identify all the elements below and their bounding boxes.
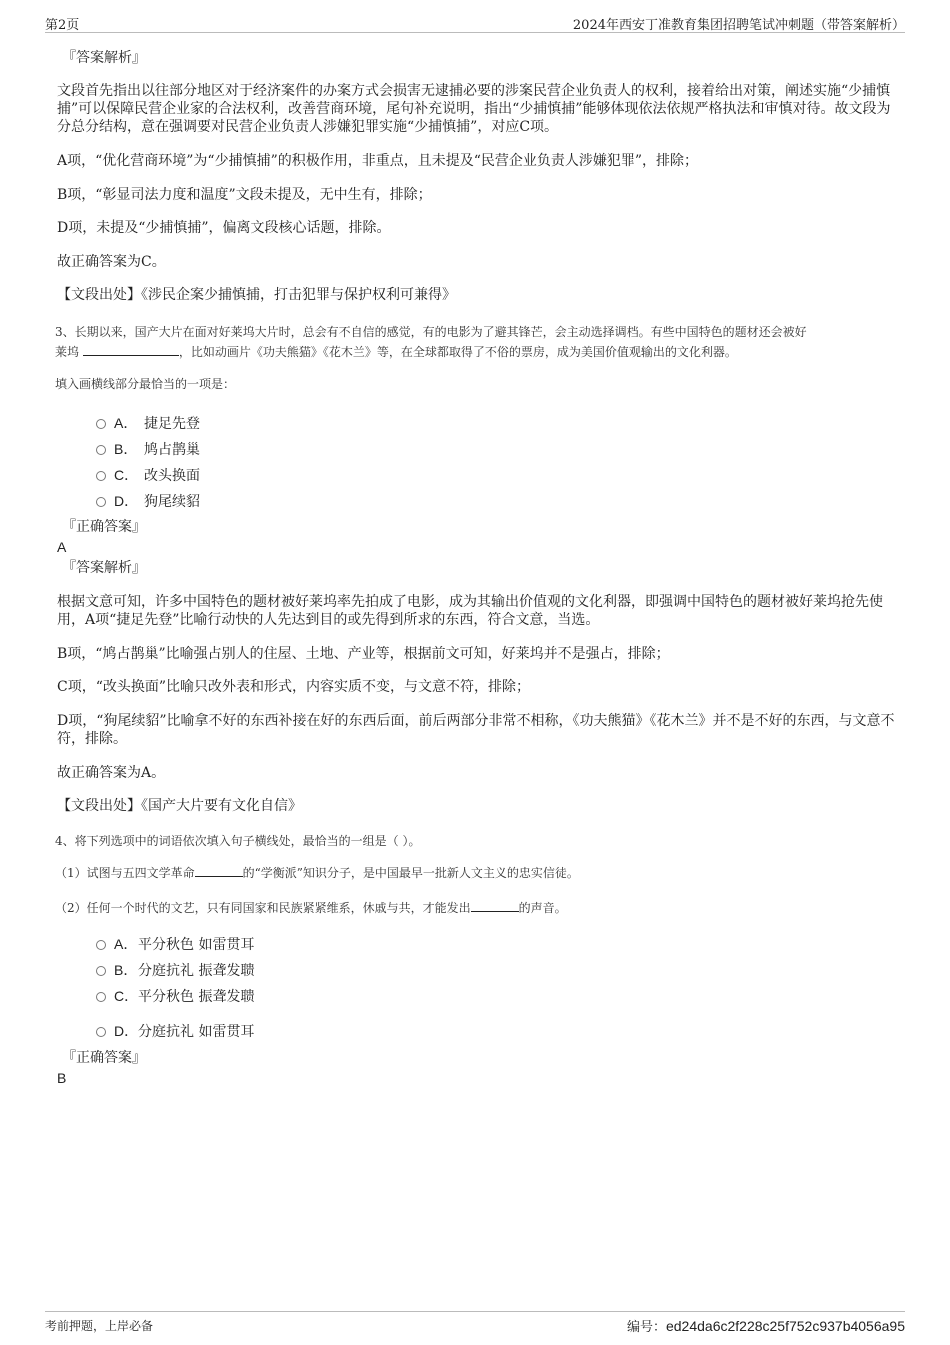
q3-source: 【文段出处】《国产大片要有文化自信》	[57, 798, 302, 814]
q3-option-d[interactable]: D． 狗尾续貂	[96, 491, 200, 511]
q3-analysis-option-c: C项，“改头换面”比喻只改外表和形式，内容实质不变，与文意不符，排除；	[57, 679, 531, 695]
q2-analysis-option-a: A项，“优化营商环境”为“少捕慎捕”的积极作用，非重点，且未提及“民营企业负责人涉嫌犯罪”，排除；	[57, 153, 699, 169]
q2-analysis-option-d: D项，未提及“少捕慎捕”，偏离文段核心话题，排除。	[57, 220, 391, 236]
radio-icon[interactable]	[96, 940, 106, 950]
radio-icon[interactable]	[96, 497, 106, 507]
q3-option-a[interactable]: A． 捷足先登	[96, 413, 200, 433]
radio-icon[interactable]	[96, 966, 106, 976]
q4-stem: 4、将下列选项中的词语依次填入句子横线处，最恰当的一组是（ ）。	[55, 834, 421, 848]
q3-stem-line1: 3、长期以来，国产大片在面对好莱坞大片时，总会有不自信的感觉，有的电影为了避其锋芒，会主动选择调档。有些中国特色的题材还会被好	[55, 325, 807, 339]
q3-stem	[55, 322, 905, 362]
q2-analysis-label: 『答案解析』	[62, 50, 146, 66]
q3-fill-blank	[83, 343, 179, 356]
document-title: 2024年西安丁准教育集团招聘笔试冲刺题（带答案解析）	[572, 18, 905, 33]
page-number: 第2页	[45, 18, 80, 33]
q2-analysis-option-b: B项，“彰显司法力度和温度”文段未提及，无中生有，排除；	[57, 187, 432, 203]
q4-answer: B	[57, 1070, 67, 1086]
q3-answer: A	[57, 539, 67, 555]
q4-fill-blank-1	[195, 864, 243, 877]
q4-option-b[interactable]: B．分庭抗礼 振聋发聩	[96, 960, 254, 980]
q3-analysis-option-b: B项，“鸠占鹊巢”比喻强占别人的住屋、土地、产业等，根据前文可知，好莱坞并不是强占，排除；	[57, 646, 670, 662]
q4-answer-label: 『正确答案』	[62, 1050, 146, 1066]
q3-conclusion: 故正确答案为A。	[57, 765, 166, 781]
q3-stem-text-2: ，比如动画片《功夫熊猫》《花木兰》等，在全球都取得了不俗的票房，成为美国价值观输出的文化利器。	[178, 345, 737, 359]
q3-analysis-paragraph: 根据文意可知，许多中国特色的题材被好莱坞率先拍成了电影，成为其输出价值观的文化利器，即强调中国特色的题材被好莱坞抢先使用，A项“捷足先登”比喻行动快的人先达到目的或先得到所求的东西，符合文意，当选。	[57, 594, 883, 628]
radio-icon[interactable]	[96, 992, 106, 1002]
q4-fill-blank-2	[471, 899, 519, 912]
q4-option-d[interactable]: D．分庭抗礼 如雷贯耳	[96, 1021, 254, 1041]
radio-icon[interactable]	[96, 445, 106, 455]
q4-option-c[interactable]: C．平分秋色 振聋发聩	[96, 986, 254, 1006]
radio-icon[interactable]	[96, 1027, 106, 1037]
radio-icon[interactable]	[96, 471, 106, 481]
q3-option-b[interactable]: B． 鸠占鹊巢	[96, 439, 200, 459]
q3-stem-text: 莱坞	[55, 345, 80, 359]
document-code: 编号：ed24da6c2f228c25f752c937b4056a95	[626, 1318, 905, 1335]
q3-answer-label: 『正确答案』	[62, 519, 146, 535]
radio-icon[interactable]	[96, 419, 106, 429]
q3-analysis-label: 『答案解析』	[62, 560, 146, 576]
q3-analysis-option-d: D项，“狗尾续貂”比喻拿不好的东西补接在好的东西后面，前后两部分非常不相称，《功夫熊猫》《花木兰》并不是不好的东西，与文意不符，排除。	[57, 713, 895, 747]
page-footer	[45, 1311, 905, 1336]
q4-sentence-2: （2）任何一个时代的文艺，只有同国家和民族紧紧维系，休戚与共，才能发出 的声音。	[55, 901, 567, 915]
q4-option-a[interactable]: A．平分秋色 如雷贯耳	[96, 934, 254, 954]
q3-prompt: 填入画横线部分最恰当的一项是：	[55, 377, 236, 391]
q3-option-c[interactable]: C． 改头换面	[96, 465, 200, 485]
page-header	[45, 14, 905, 33]
q2-analysis-paragraph: 文段首先指出以往部分地区对于经济案件的办案方式会损害无逮捕必要的涉案民营企业负责人的权利，接着给出对策，阐述实施“少捕慎捕”可以保障民营企业家的合法权利，改善营商环境，尾句补充说明，指出“少捕慎捕”能够体现依法依规严格执法和审慎对待。故文段为分总分结构，意在强调要对民营企业负责人涉嫌犯罪实施“少捕慎捕”，对应C项。	[57, 83, 891, 135]
footer-slogan: 考前押题，上岸必备	[45, 1319, 154, 1333]
q2-conclusion: 故正确答案为C。	[57, 254, 166, 270]
q4-sentence-1: （1）试图与五四文学革命 的“学衡派”知识分子，是中国最早一批新人文主义的忠实信徒。	[55, 866, 579, 880]
q2-source: 【文段出处】《涉民企案少捕慎捕，打击犯罪与保护权利可兼得》	[57, 287, 456, 303]
